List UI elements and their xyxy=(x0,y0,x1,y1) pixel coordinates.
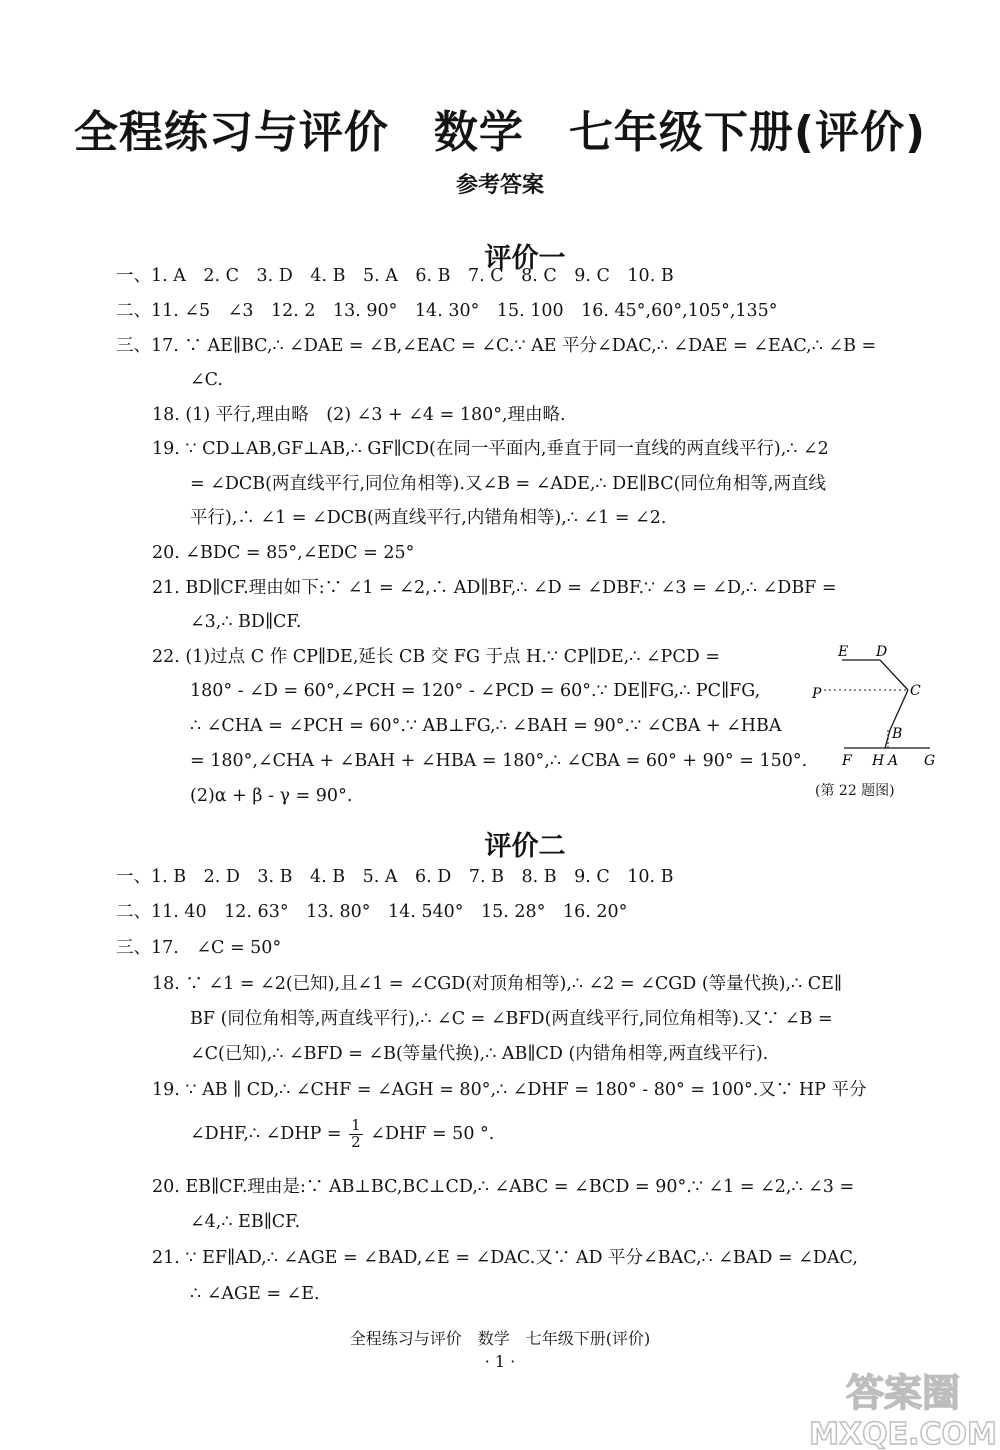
figure-label: G xyxy=(924,753,936,769)
watermark-text: 答案圈 xyxy=(845,1371,961,1415)
answer-line: ∠4,∴ EB∥CF. xyxy=(190,1212,301,1232)
answer-line: ∠C. xyxy=(190,370,223,390)
fraction-after: ∠DHF = 50 °. xyxy=(370,1123,495,1144)
fraction-numerator: 1 xyxy=(351,1116,361,1134)
figure-label: H xyxy=(872,753,885,769)
figure-label: C xyxy=(910,683,921,699)
watermark-logo xyxy=(808,1366,998,1450)
answer-line: 18. ∵ ∠1 = ∠2(已知),且∠1 = ∠CGD(对顶角相等),∴ ∠2 = ∠CGD (等量代换),∴ CE∥ xyxy=(152,974,842,994)
answer-line: ∴ ∠CHA = ∠PCH = 60°.∵ AB⊥FG,∴ ∠BAH = 90°.∵ ∠CBA + ∠HBA xyxy=(190,716,782,736)
fraction-denominator: 2 xyxy=(351,1132,361,1151)
answer-line: 20. ∠BDC = 85°,∠EDC = 25° xyxy=(152,543,415,563)
page-number: · 1 · xyxy=(484,1352,516,1371)
answer-line: 一、1. B 2. D 3. B 4. B 5. A 6. D 7. B 8. B 9. C 10. B xyxy=(116,867,674,887)
answer-line: 21. ∵ EF∥AD,∴ ∠AGE = ∠BAD,∠E = ∠DAC.又∵ AD 平分∠BAC,∴ ∠BAD = ∠DAC, xyxy=(152,1248,858,1268)
answer-line: 二、11. 40 12. 63° 13. 80° 14. 540° 15. 28° 16. 20° xyxy=(116,902,628,922)
fraction-before: ∠DHF,∴ ∠DHP = xyxy=(190,1123,342,1144)
section-heading-1: 评价一 xyxy=(484,243,566,274)
answer-line: ∠C(已知),∴ ∠BFD = ∠B(等量代换),∴ AB∥CD (内错角相等,两直线平行). xyxy=(190,1044,769,1064)
watermark-url: MXQE.COM xyxy=(809,1417,997,1450)
geometry-figure xyxy=(808,640,943,770)
page-subtitle: 参考答案 xyxy=(455,173,544,198)
answer-line: 20. EB∥CF.理由是:∵ AB⊥BC,BC⊥CD,∴ ∠ABC = ∠BCD = 90°.∵ ∠1 = ∠2,∴ ∠3 = xyxy=(152,1177,855,1197)
answer-line-fraction xyxy=(190,1118,494,1151)
answer-line: 180° - ∠D = 60°,∠PCH = 120° - ∠PCD = 60°.∵ DE∥FG,∴ PC∥FG, xyxy=(190,681,761,701)
figure-label: D xyxy=(876,644,888,660)
figure-label: B xyxy=(892,726,903,742)
answer-line: 18. (1) 平行,理由略 (2) ∠3 + ∠4 = 180°,理由略. xyxy=(152,405,566,425)
figure-label: A xyxy=(888,753,899,769)
answer-line: 平行),∴ ∠1 = ∠DCB(两直线平行,内错角相等),∴ ∠1 = ∠2. xyxy=(190,508,667,528)
answer-line: 19. ∵ CD⊥AB,GF⊥AB,∴ GF∥CD(在同一平面内,垂直于同一直线的两直线平行),∴ ∠2 xyxy=(152,439,829,459)
answer-line: 三、17. ∠C = 50° xyxy=(116,938,282,958)
fraction xyxy=(349,1118,363,1151)
figure-caption: (第 22 题图) xyxy=(815,783,895,799)
answer-line: = 180°,∠CHA + ∠BAH + ∠HBA = 180°,∴ ∠CBA = 60° + 90° = 150°. xyxy=(190,751,808,771)
figure-label: E xyxy=(838,644,849,660)
answer-line: ∠3,∴ BD∥CF. xyxy=(190,612,302,632)
answer-line: 19. ∵ AB ∥ CD,∴ ∠CHF = ∠AGH = 80°,∴ ∠DHF = 180° - 80° = 100°.又∵ HP 平分 xyxy=(152,1080,867,1100)
answer-line: = ∠DCB(两直线平行,同位角相等).又∠B = ∠ADE,∴ DE∥BC(同位角相等,两直线 xyxy=(190,474,826,494)
answer-line: (2)α + β - γ = 90°. xyxy=(190,786,353,806)
answer-line: 22. (1)过点 C 作 CP∥DE,延长 CB 交 FG 于点 H.∵ CP∥DE,∴ ∠PCD = xyxy=(152,647,720,667)
figure-label: P xyxy=(812,686,822,702)
answer-line: ∴ ∠AGE = ∠E. xyxy=(190,1284,320,1304)
page-title: 全程练习与评价 数学 七年级下册(评价) xyxy=(73,107,927,158)
answer-line: 三、17. ∵ AE∥BC,∴ ∠DAE = ∠B,∠EAC = ∠C.∵ AE 平分∠DAC,∴ ∠DAE = ∠EAC,∴ ∠B = xyxy=(116,336,877,356)
answer-line: BF (同位角相等,两直线平行),∴ ∠C = ∠BFD(两直线平行,同位角相等).又∵ ∠B = xyxy=(190,1009,833,1029)
section-heading-2: 评价二 xyxy=(484,831,566,862)
answer-line: 21. BD∥CF.理由如下:∵ ∠1 = ∠2,∴ AD∥BF,∴ ∠D = ∠DBF.∵ ∠3 = ∠D,∴ ∠DBF = xyxy=(152,578,837,598)
page-footer: 全程练习与评价 数学 七年级下册(评价) xyxy=(349,1329,651,1348)
answer-line: 二、11. ∠5 ∠3 12. 2 13. 90° 14. 30° 15. 100 16. 45°,60°,105°,135° xyxy=(116,301,778,321)
answer-line: 一、1. A 2. C 3. D 4. B 5. A 6. B 7. C 8. C 9. C 10. B xyxy=(116,266,674,286)
figure-label: F xyxy=(842,753,852,769)
